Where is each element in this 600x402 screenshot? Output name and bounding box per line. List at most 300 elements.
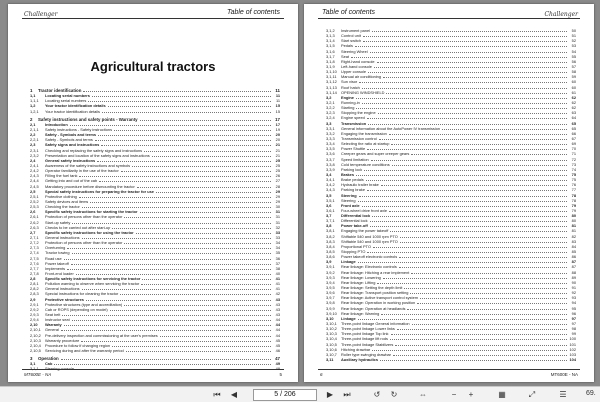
- toc-entry-page: 92: [571, 290, 576, 296]
- toc-entry-number: 2,7,8: [30, 270, 39, 276]
- toc-entry-number: 3,3,5: [326, 146, 335, 152]
- toc-leader-dots: [61, 359, 271, 360]
- toc-leader-dots: [72, 320, 271, 321]
- toc-entry-title: Parking brake: [341, 187, 366, 193]
- toc-entry-number: 2,6: [30, 209, 36, 215]
- toc-leader-dots: [136, 233, 271, 234]
- toc-entry-page: 15: [275, 108, 280, 114]
- brand-logo: Challenger: [544, 11, 578, 18]
- brand-logo: Challenger: [24, 11, 58, 18]
- toc-entry-page: 86: [571, 254, 576, 260]
- toc-entry-page: 41: [275, 286, 280, 292]
- toc-leader-dots: [399, 267, 567, 268]
- toc-entry-page: 11: [275, 93, 280, 99]
- toc-entry-title: Cab: [45, 361, 53, 367]
- toc-entry-page: 44: [275, 332, 280, 338]
- toc-entry-page: 36: [275, 255, 280, 261]
- toc-entry-number: 3,1,8: [326, 58, 335, 64]
- toc-entry-number: 3,10,3: [326, 331, 337, 337]
- toc-entry-page: 83: [571, 238, 576, 244]
- toc-entry-number: 3,9: [326, 259, 332, 265]
- toc-entry-page: 82: [571, 233, 576, 239]
- toc-entry-number: 1,2: [30, 103, 36, 109]
- toc-entry-title: Your tractor identification details: [45, 108, 101, 114]
- toc-entry-title: Instrument panel: [341, 28, 370, 33]
- toc-leader-dots: [355, 46, 567, 47]
- toc-entry-page: 30: [275, 204, 280, 210]
- toc-entry-title: Rear linkage: Operation at headlands: [341, 305, 406, 311]
- toc-entry-title: Checking and replacing the safety signs and instructions: [45, 147, 143, 153]
- toc-entry-number: 2: [30, 116, 33, 122]
- toc-leader-dots: [372, 31, 567, 32]
- toc-entry-title: Engaging the transmission: [341, 130, 387, 136]
- toc-entry-number: 2,8: [30, 276, 36, 282]
- toc-entry-number: 3: [30, 356, 33, 362]
- menu-icon[interactable]: ☰: [559, 390, 567, 399]
- toc-entry-number: 3,6: [326, 202, 332, 208]
- toc-entry-page: 25: [275, 162, 280, 168]
- footer-page-number: 6: [320, 372, 323, 377]
- toc-entry-page: 65: [571, 125, 576, 131]
- toc-entry-number: 2,10,3: [30, 337, 41, 343]
- toc-leader-dots: [82, 289, 271, 290]
- toc-entry-title: Protection of persons other than the operator: [45, 240, 123, 246]
- toc-entry-title: Three-point linkage General information: [341, 321, 410, 327]
- toc-leader-dots: [82, 207, 271, 208]
- toc-leader-dots: [108, 106, 271, 107]
- toc-entry-page: 103: [569, 351, 576, 357]
- toc-entry-number: 2,7,5: [30, 255, 39, 261]
- toc-entry-title: Brake pedals: [341, 177, 364, 183]
- toc-entry-page: 17: [275, 116, 280, 122]
- toc-entry-title: Manual air conditioning: [341, 74, 382, 80]
- toc-entry-page: 62: [571, 99, 576, 105]
- toc-entry-title: Transmission: [341, 120, 367, 126]
- toc-entry-page: 80: [571, 213, 576, 219]
- toc-entry-title: Procedure to follow if changing region: [45, 342, 111, 348]
- rotate-right-icon[interactable]: ↻: [390, 390, 398, 399]
- toc-entry-title: Presentation and location of the safety signs and instructions: [45, 152, 150, 158]
- toc-entry-page: 41: [275, 281, 280, 287]
- toc-leader-dots: [82, 238, 271, 239]
- toc-entry-title: Selecting the ratio at startup: [341, 141, 390, 147]
- toc-entry-title: Servicing during and after the warranty period: [45, 348, 124, 354]
- last-page-icon[interactable]: ⏭: [343, 390, 351, 399]
- toc-entry-number: 2,4: [30, 157, 36, 163]
- toc-entry-title: Locating serial numbers: [45, 93, 90, 99]
- toc-entry-page: 21: [275, 152, 280, 158]
- toc-entry-title: Three-point linkage lift rods: [341, 336, 388, 342]
- toc-leader-dots: [359, 196, 567, 197]
- toc-entry-title: Your tractor identification details: [45, 103, 106, 109]
- toc-leader-dots: [386, 93, 567, 94]
- footer-rule: [318, 369, 580, 370]
- toc-entry-title: Rear linkage: Active transport control system: [341, 295, 418, 301]
- toc-entry-page: 78: [571, 192, 576, 198]
- toc-entry-page: 25: [275, 157, 280, 163]
- toc-entry-title: Protection of persons other than the operator: [45, 214, 123, 220]
- toc-entry-title: Starting: [341, 105, 355, 111]
- toc-entry-title: Auxiliary hydraulics: [341, 357, 378, 362]
- toc-leader-dots: [144, 151, 271, 152]
- toc-entry-number: 2,3: [30, 142, 36, 148]
- toc-leader-dots: [72, 223, 271, 224]
- toc-entry-page: 91: [571, 285, 576, 291]
- toc-entry-number: 3,1,11: [326, 74, 337, 80]
- right-page: [304, 4, 594, 382]
- toc-entry-title: Instructor seat: [45, 317, 70, 323]
- toc-entry-page: 43: [275, 296, 280, 302]
- toc-entry-number: 3,9,1: [326, 264, 335, 270]
- toc-entry-page: 81: [571, 223, 576, 229]
- toc-leader-dots: [442, 129, 567, 130]
- toc-entry-page: 21: [275, 147, 280, 153]
- toc-entry-page: 20: [275, 132, 280, 138]
- toc-leader-dots: [62, 315, 271, 316]
- toc-leader-dots: [397, 329, 567, 330]
- toc-entry-number: 2,9,3: [30, 312, 39, 318]
- toc-entry-number: 3,2,3: [326, 110, 335, 116]
- toc-entry-page: 102: [569, 346, 576, 352]
- toc-leader-dots: [92, 96, 271, 97]
- toc-entry-page: 50: [571, 28, 576, 33]
- zoom-out-icon[interactable]: −: [451, 390, 457, 399]
- toc-leader-dots: [72, 253, 271, 254]
- toc-leader-dots: [404, 288, 567, 289]
- toc-entry-title: Roller type swinging drawbar: [341, 351, 391, 357]
- toc-entry-number: 3,9,4: [326, 279, 335, 285]
- prev-page-icon[interactable]: ◀: [230, 390, 238, 399]
- toc-entry-page: 70: [571, 146, 576, 152]
- toc-leader-dots: [381, 314, 567, 315]
- toc-leader-dots: [390, 231, 567, 232]
- toc-leader-dots: [362, 206, 567, 207]
- toc-entry-number: 2,9,4: [30, 317, 39, 323]
- toc-leader-dots: [364, 170, 567, 171]
- toc-entry-number: 2,9,1: [30, 301, 39, 307]
- toc-entry-number: 3,1,2: [326, 28, 335, 33]
- toc-entry-page: 41: [275, 276, 280, 282]
- toc-leader-dots: [400, 242, 567, 243]
- toc-leader-dots: [86, 300, 271, 301]
- toc-entry-page: 66: [571, 130, 576, 136]
- fit-width-icon[interactable]: ⇔: [419, 390, 427, 399]
- toc-leader-dots: [370, 226, 567, 227]
- toc-leader-dots: [156, 192, 271, 193]
- toc-entry-number: 3,1,6: [326, 48, 335, 54]
- toc-entry-title: Front-end loader: [45, 270, 74, 276]
- toc-leader-dots: [140, 212, 271, 213]
- footer-page-number: 5: [279, 372, 282, 377]
- toc-entry-number: 3,3,2: [326, 130, 335, 136]
- toc-entry-number: 2,4,1: [30, 162, 39, 168]
- rotate-left-icon[interactable]: ↺: [373, 390, 381, 399]
- toc-entry-title: Shiftable 540 and 1000 rpm PTO: [341, 238, 398, 244]
- toc-leader-dots: [137, 187, 271, 188]
- toc-entry-number: 2,8,1: [30, 281, 39, 287]
- toc-entry-title: Speed limitation: [341, 156, 369, 162]
- toc-entry-number: 3,1,1: [30, 366, 39, 372]
- toc-entry-page: 25: [275, 168, 280, 174]
- toc-entry-number: 2,7,1: [30, 234, 39, 240]
- toc-entry-title: General instructions: [45, 286, 80, 292]
- toc-leader-dots: [160, 336, 271, 337]
- toc-leader-dots: [83, 91, 271, 92]
- toc-entry-title: Mandatory procedure before dismounting the tractor: [45, 183, 135, 189]
- toc-leader-dots: [99, 181, 271, 182]
- toc-entry-number: 2,1,1: [30, 126, 39, 132]
- toc-entry-page: 64: [571, 115, 576, 121]
- toc-leader-dots: [121, 171, 271, 172]
- grid-icon[interactable]: ▦: [498, 390, 506, 399]
- toc-entry-page: 63: [571, 110, 576, 116]
- toc-entry-page: 73: [571, 161, 576, 167]
- toc-leader-dots: [120, 294, 271, 295]
- toc-entry-page: 47: [275, 356, 280, 362]
- toc-leader-dots: [142, 279, 271, 280]
- toc-leader-dots: [110, 310, 271, 311]
- toc-entry-number: 3,1,4: [326, 38, 335, 44]
- zoom-level[interactable]: 69.: [586, 390, 596, 397]
- toc-entry-number: 3,8,2: [326, 233, 335, 239]
- toc-entry-page: 44: [275, 317, 280, 323]
- toc-leader-dots: [76, 274, 271, 275]
- toc-entry-page: 76: [571, 182, 576, 188]
- toc-entry-title: Rear linkage: Operation in working position: [341, 300, 416, 306]
- toc-entry-page: 62: [571, 105, 576, 111]
- toc-leader-dots: [112, 346, 271, 347]
- toc-leader-dots: [407, 309, 567, 310]
- toc-leader-dots: [390, 339, 567, 340]
- toc-entry-number: 2,3,1: [30, 147, 39, 153]
- zoom-in-icon[interactable]: +: [468, 390, 474, 399]
- toc-leader-dots: [363, 41, 567, 42]
- toc-entry-title: Specific safety instructions for using the tractor: [45, 229, 134, 235]
- toc-entry-page: 53: [571, 43, 576, 49]
- toc-entry-page: 21: [275, 142, 280, 148]
- toc-entry-page: 45: [275, 337, 280, 343]
- toc-entry-title: Warranty procedure: [45, 337, 80, 343]
- toc-entry-title: Rear linkage: Lowering: [341, 274, 381, 280]
- expand-icon[interactable]: ⤢: [528, 390, 536, 399]
- toc-entry-number: 3,1,3: [326, 33, 335, 39]
- toc-leader-dots: [102, 112, 271, 113]
- toc-entry-title: Operator familiarity in the use of the tractor: [45, 168, 119, 174]
- toc-leader-dots: [67, 248, 271, 249]
- toc-entry-number: 2,10,2: [30, 332, 41, 338]
- footer-rule: [22, 369, 284, 370]
- toc-leader-dots: [371, 160, 567, 161]
- header-rule: [318, 18, 580, 19]
- toc-leader-dots: [124, 305, 271, 306]
- toc-entry-number: 3,10,6: [326, 346, 337, 352]
- toc-entry-title: Rear linkage: Hitching a rear implement: [341, 269, 410, 275]
- toc-entry-title: General: [45, 327, 59, 333]
- toc-entry-page: 31: [275, 214, 280, 220]
- toc-leader-dots: [351, 57, 567, 58]
- toc-entry-title: Upper console: [341, 69, 367, 75]
- toc-entry-number: 3,10,5: [326, 341, 337, 347]
- toc-leader-dots: [126, 351, 271, 352]
- toc-entry-number: 3,11: [326, 357, 334, 362]
- toc-entry-number: 3,3,3: [326, 135, 335, 141]
- toc-entry-page: 98: [571, 326, 576, 332]
- toc-entry-number: 3,7,1: [326, 218, 335, 224]
- toc-entry-title: Specific safety instructions for servicing the tractor: [45, 276, 141, 282]
- toc-leader-dots: [383, 77, 567, 78]
- toc-entry-number: 3,1,10: [326, 69, 337, 75]
- toc-list: [326, 28, 576, 362]
- toc-entry-page: 60: [571, 84, 576, 90]
- toc-entry-title: Linkage: [341, 259, 356, 265]
- toc-entry-title: Power takeoff electronic controls: [341, 254, 398, 260]
- toc-entry-title: Hydraulic trailer brake: [341, 182, 379, 188]
- toc-entry-title: OPENING WINDSHIELD: [341, 89, 385, 95]
- toc-entry-page: 43: [275, 306, 280, 312]
- toc-leader-dots: [378, 113, 567, 114]
- toc-entry-title: Stopping PTO: [341, 249, 366, 255]
- toc-entry-number: 1: [30, 88, 33, 93]
- toc-entry-page: 104: [569, 357, 576, 362]
- toc-entry-number: 2,5,1: [30, 193, 39, 199]
- toc-entry-number: 2,7,2: [30, 240, 39, 246]
- toc-entry-title: Control unit: [341, 33, 361, 39]
- toc-leader-dots: [362, 103, 567, 104]
- toc-entry-title: Tractor towing: [45, 250, 70, 256]
- page-number-input[interactable]: 5 / 206: [253, 389, 317, 401]
- toc-entry-title: Parking lock: [341, 166, 363, 172]
- toc-leader-dots: [363, 36, 567, 37]
- toc-entry-number: 3,9,3: [326, 274, 335, 280]
- toc-entry-page: 11: [275, 88, 280, 93]
- toc-leader-dots: [67, 269, 271, 270]
- first-page-icon[interactable]: ⏮: [213, 390, 221, 399]
- toc-entry-number: 1,1: [30, 93, 36, 99]
- toc-leader-dots: [420, 298, 567, 299]
- toc-leader-dots: [71, 264, 271, 265]
- toc-entry-title: Running-in: [341, 99, 360, 105]
- toc-leader-dots: [377, 62, 567, 63]
- toc-leader-dots: [64, 325, 271, 326]
- next-page-icon[interactable]: ▶: [326, 390, 334, 399]
- toc-entry-page: 46: [275, 348, 280, 354]
- toc-leader-dots: [101, 145, 271, 146]
- toc-entry-title: General safety instructions: [45, 157, 96, 163]
- toc-list: [30, 88, 280, 372]
- toc-entry-number: 3,10: [326, 315, 334, 321]
- toc-entry-title: Sun visor: [341, 79, 358, 85]
- toc-entry-page: 89: [571, 274, 576, 280]
- toc-entry-page: 61: [571, 89, 576, 95]
- toc-entry-title: Linkage: [341, 315, 356, 321]
- toc-entry-number: 3,3,1: [326, 125, 335, 131]
- toc-entry-title: Warranty: [45, 322, 62, 328]
- toc-entry-number: 2,2,1: [30, 137, 39, 143]
- toc-entry[interactable]: [326, 357, 576, 362]
- toc-entry-page: 71: [571, 151, 576, 157]
- toc-entry-number: 3,9,8: [326, 300, 335, 306]
- toc-entry-number: 2,9,2: [30, 306, 39, 312]
- toc-leader-dots: [395, 345, 567, 346]
- toc-entry-number: 2,2: [30, 132, 36, 138]
- toc-entry-page: 67: [571, 135, 576, 141]
- toc-entry-title: Special safety instructions for preparing the tractor for use: [45, 188, 154, 194]
- toc-entry-page: 54: [571, 48, 576, 54]
- toc-leader-dots: [381, 185, 567, 186]
- toc-entry-page: 79: [571, 202, 576, 208]
- toc-leader-dots: [391, 334, 567, 335]
- toc-entry-number: 3,3: [326, 120, 332, 126]
- toc-entry-page: 97: [571, 321, 576, 327]
- toc-entry-number: 2,8,2: [30, 286, 39, 292]
- toc-entry-number: 2,8,3: [30, 291, 39, 297]
- book-title: Agricultural tractors: [90, 59, 216, 74]
- toc-leader-dots: [377, 283, 567, 284]
- toc-entry-number: 3,9,7: [326, 295, 335, 301]
- toc-entry-page: 58: [571, 69, 576, 75]
- toc-leader-dots: [389, 134, 567, 135]
- header-rule: [22, 18, 284, 19]
- toc-entry-page: 31: [275, 219, 280, 225]
- toc-entry-title: Power takeoff: [45, 260, 69, 266]
- toc-leader-dots: [132, 166, 271, 167]
- toc-entry-page: 26: [275, 173, 280, 179]
- toc-entry-title: Engine speed: [341, 115, 365, 121]
- toc-entry-page: 29: [275, 198, 280, 204]
- toc-entry-page: 28: [275, 183, 280, 189]
- toc-leader-dots: [61, 330, 271, 331]
- toc-entry-page: 45: [275, 342, 280, 348]
- toc-entry-number: 2,10: [30, 322, 38, 328]
- toc-entry-number: 1,1,1: [30, 98, 39, 104]
- toc-entry-title: Steering: [341, 192, 357, 198]
- toc-entry-title: Getting into and out of the cab: [45, 178, 98, 184]
- toc-entry-number: 2,5: [30, 188, 36, 194]
- toc-entry-number: 3,5,1: [326, 197, 335, 203]
- toc-entry-number: 3,7: [326, 213, 332, 219]
- toc-leader-dots: [374, 67, 567, 68]
- toc-entry-title: Front axle: [341, 202, 360, 208]
- toc-entry-page: 87: [571, 259, 576, 265]
- toc-entry-page: 49: [275, 366, 280, 372]
- toc-entry-title: Engaging the power takeoff: [341, 228, 389, 234]
- toc-leader-dots: [88, 101, 271, 102]
- toc-leader-dots: [79, 197, 271, 198]
- toc-entry-number: 3,3,4: [326, 141, 335, 147]
- toc-entry-page: 94: [571, 300, 576, 306]
- toc-entry-number: 3,10,4: [326, 336, 337, 342]
- toc-entry-number: 2,7,6: [30, 260, 39, 266]
- toc-entry-page: 17: [275, 121, 280, 127]
- toc-entry-page: 37: [275, 260, 280, 266]
- toc-entry-number: 2,10,4: [30, 342, 41, 348]
- toc-entry-number: 2,7: [30, 229, 36, 235]
- toc-entry-number: 1,2,1: [30, 108, 39, 114]
- toc-leader-dots: [358, 262, 567, 263]
- toc-entry-title: Filling the fuel tank: [45, 173, 78, 179]
- toc-leader-dots: [356, 175, 567, 176]
- toc-leader-dots: [367, 190, 567, 191]
- toc-entry-page: 33: [275, 234, 280, 240]
- toc-entry-number: 3,2,2: [326, 105, 335, 111]
- toc-entry-number: 3,4,3: [326, 187, 335, 193]
- toc-entry-page: 57: [571, 63, 576, 69]
- toc-entry-title: Steering Wheel: [341, 48, 368, 54]
- toc-entry-page: 20: [275, 137, 280, 143]
- toc-leader-dots: [358, 201, 568, 202]
- toc-leader-dots: [417, 303, 567, 304]
- toc-entry-number: 2,10,1: [30, 327, 41, 333]
